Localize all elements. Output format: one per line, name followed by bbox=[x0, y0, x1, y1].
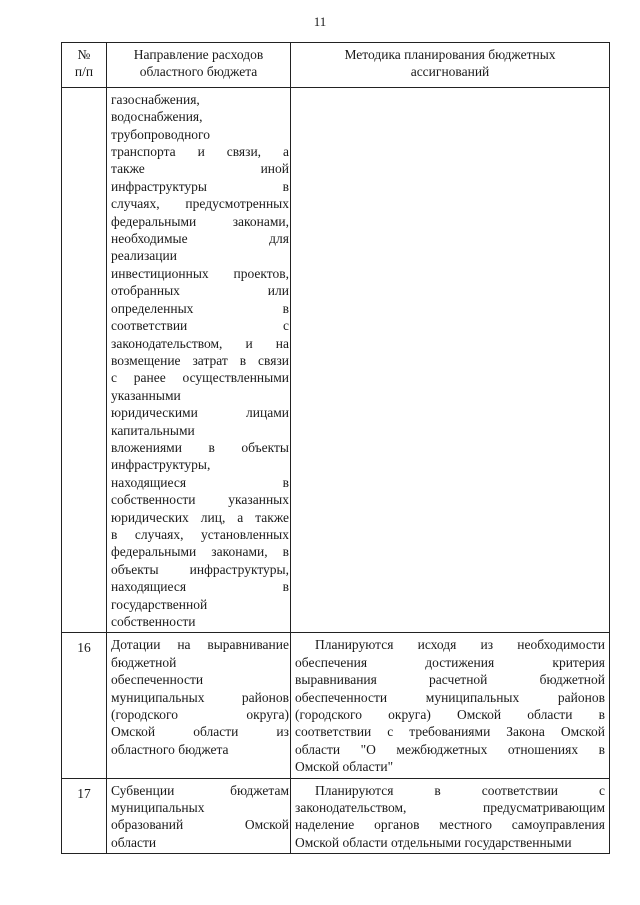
direction-line: собственности bbox=[111, 614, 196, 629]
direction-line: капитальными bbox=[111, 422, 195, 438]
method-line: области "О межбюджетных отношениях в bbox=[295, 741, 605, 757]
direction-line: государственной bbox=[111, 596, 208, 612]
direction-line: трубопроводного bbox=[111, 126, 210, 142]
method-line: законодательством, предусматривающим bbox=[295, 800, 605, 816]
method-line: (городского округа) Омской области в bbox=[295, 707, 605, 723]
direction-line: вложениями в объекты bbox=[111, 439, 289, 455]
table-row bbox=[62, 633, 610, 778]
direction-line: водоснабжения, bbox=[111, 109, 203, 125]
direction-line: бюджетной bbox=[111, 654, 177, 670]
direction-line: юридических лиц, а также bbox=[111, 509, 289, 525]
direction-line: соответствии с bbox=[111, 318, 289, 334]
direction-line: муниципальных районов bbox=[111, 689, 289, 705]
method-line: наделение органов местного самоуправления bbox=[295, 817, 605, 833]
header-method bbox=[291, 43, 610, 88]
direction-line: необходимые для bbox=[111, 231, 289, 247]
direction-line: с ранее осуществленными bbox=[111, 370, 289, 386]
row-direction-cell bbox=[107, 778, 291, 854]
method-line: Омской области" bbox=[295, 759, 394, 775]
direction-line: инфраструктуры, bbox=[111, 457, 211, 473]
page-number: 11 bbox=[313, 14, 327, 29]
direction-line: также иной bbox=[111, 161, 289, 177]
header-number bbox=[62, 43, 107, 88]
method-line: Омской области отдельными государственными bbox=[295, 834, 572, 850]
row-number: 17 bbox=[62, 778, 107, 854]
direction-line: федеральными законами, bbox=[111, 213, 289, 229]
header-direction-line: Направление расходов bbox=[133, 47, 264, 62]
direction-line: находящиеся в bbox=[111, 474, 289, 490]
direction-line: федеральными законами, в bbox=[111, 544, 289, 560]
method-line: выравнивания расчетной бюджетной bbox=[295, 672, 605, 688]
direction-line: муниципальных bbox=[111, 800, 205, 816]
direction-line: (городского округа) bbox=[111, 707, 289, 723]
row-number bbox=[62, 87, 107, 633]
direction-line: собственности указанных bbox=[111, 492, 289, 508]
method-line: обеспечения достижения критерия bbox=[295, 654, 605, 670]
direction-line: случаях, предусмотренных bbox=[111, 196, 289, 212]
header-method-line: ассигнований bbox=[410, 64, 490, 80]
direction-line: транспорта и связи, а bbox=[111, 144, 289, 160]
table-header-row bbox=[62, 43, 610, 88]
direction-line: обеспеченности bbox=[111, 672, 204, 688]
direction-line: областного бюджета bbox=[111, 741, 229, 757]
method-line: Планируются в соответствии с bbox=[315, 782, 605, 798]
direction-line: Субвенции бюджетам bbox=[111, 782, 289, 798]
direction-line: отобранных или bbox=[111, 283, 289, 299]
row-number: 16 bbox=[62, 633, 107, 778]
header-direction-line: областного бюджета bbox=[139, 64, 258, 80]
header-number-line: п/п bbox=[74, 64, 94, 80]
direction-line: Дотации на выравнивание bbox=[111, 637, 289, 653]
row-direction-cell bbox=[107, 87, 291, 633]
direction-line: юридическими лицами bbox=[111, 405, 289, 421]
direction-line: объекты инфраструктуры, bbox=[111, 561, 289, 577]
direction-line: реализации bbox=[111, 248, 177, 264]
direction-line: образований Омской bbox=[111, 817, 289, 833]
method-line: соответствии с требованиями Закона Омской bbox=[295, 724, 605, 740]
row-method-cell bbox=[291, 87, 610, 633]
direction-line: инвестиционных проектов, bbox=[111, 265, 289, 281]
method-line: Планируются исходя из необходимости bbox=[315, 637, 605, 653]
header-number-line: № bbox=[77, 47, 91, 62]
direction-line: указанными bbox=[111, 387, 181, 403]
direction-line: инфраструктуры в bbox=[111, 178, 289, 194]
method-line: обеспеченности муниципальных районов bbox=[295, 689, 605, 705]
direction-line: Омской области из bbox=[111, 724, 289, 740]
row-direction-cell bbox=[107, 633, 291, 778]
direction-line: находящиеся в bbox=[111, 579, 289, 595]
header-method-line: Методика планирования бюджетных bbox=[344, 47, 556, 62]
direction-line: законодательством, и на bbox=[111, 335, 289, 351]
direction-line: возмещение затрат в связи bbox=[111, 352, 289, 368]
table-row bbox=[62, 778, 610, 854]
budget-methodology-table bbox=[61, 42, 610, 854]
direction-line: в случаях, установленных bbox=[111, 526, 289, 542]
row-method-cell bbox=[291, 778, 610, 854]
direction-line: газоснабжения, bbox=[111, 91, 200, 107]
table-row bbox=[62, 87, 610, 633]
row-method-cell bbox=[291, 633, 610, 778]
direction-line: определенных в bbox=[111, 300, 289, 316]
header-direction bbox=[107, 43, 291, 88]
direction-line: области bbox=[111, 834, 157, 850]
